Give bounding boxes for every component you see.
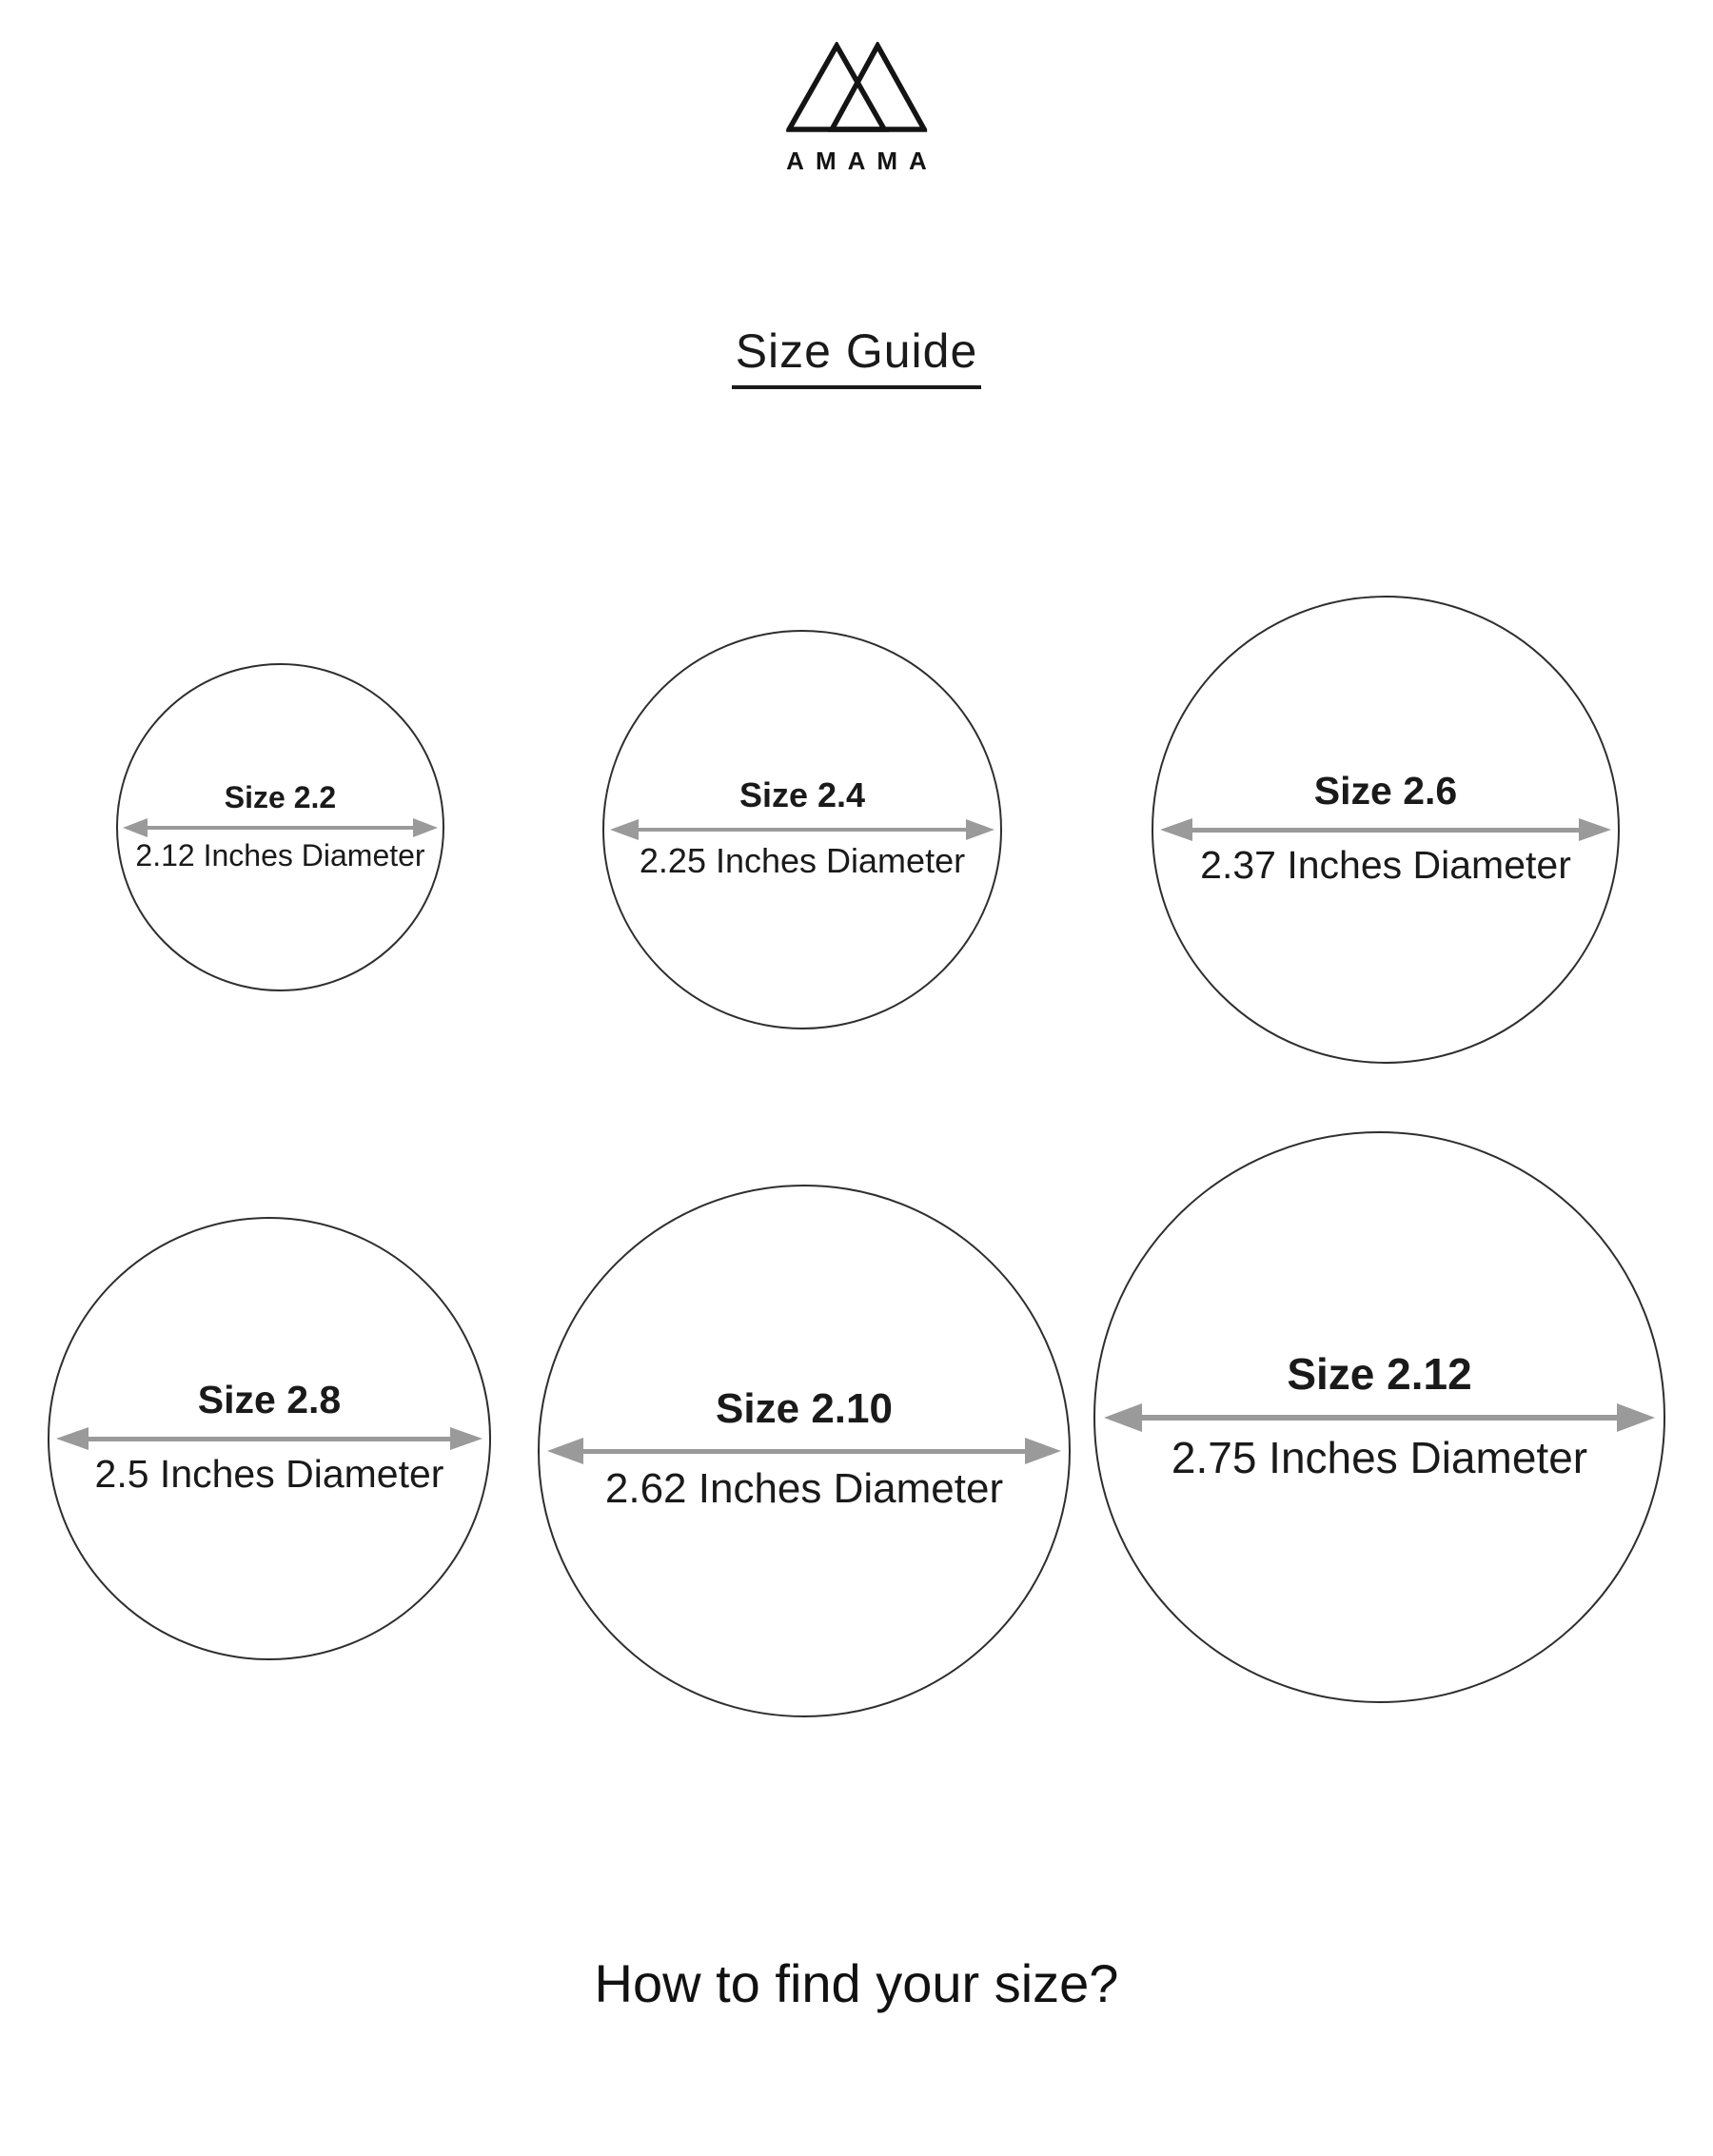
arrow-head-right: [413, 818, 438, 837]
diameter-arrow-icon: [1160, 818, 1610, 841]
arrow-head-right: [450, 1427, 482, 1450]
diameter-arrow-icon: [547, 1438, 1060, 1464]
diameter-arrow-icon: [1104, 1403, 1655, 1432]
diameter-label: 2.62 Inches Diameter: [604, 1465, 1004, 1513]
size-circle-2-10: [538, 1185, 1071, 1717]
arrow-shaft: [148, 826, 413, 830]
size-circle-2-12: [1093, 1131, 1665, 1703]
arrow-head-left: [610, 819, 639, 840]
brand-name: AMAMA: [786, 147, 938, 175]
diameter-label: 2.5 Inches Diameter: [94, 1452, 444, 1497]
arrow-shaft: [1192, 828, 1578, 833]
arrow-shaft: [639, 828, 966, 832]
arrow-head-right: [1617, 1403, 1655, 1432]
diameter-label: 2.37 Inches Diameter: [1200, 843, 1571, 888]
how-to-find-size-heading: How to find your size?: [594, 1953, 1119, 2013]
arrow-head-left: [123, 818, 148, 837]
size-label: Size 2.6: [1313, 768, 1458, 813]
size-circle-2-8: [48, 1217, 491, 1660]
size-circle-2-4: [602, 630, 1002, 1029]
arrow-head-left: [547, 1438, 583, 1464]
arrow-head-right: [1025, 1438, 1061, 1464]
size-label: Size 2.8: [197, 1377, 342, 1421]
arrow-head-left: [1160, 818, 1192, 841]
arrow-head-left: [56, 1427, 89, 1450]
arrow-head-left: [1104, 1403, 1142, 1432]
arrow-shaft: [89, 1437, 450, 1441]
page-title-wrap: [0, 323, 1713, 389]
size-label: Size 2.10: [716, 1385, 893, 1432]
arrow-shaft: [583, 1449, 1024, 1454]
arrow-head-right: [966, 819, 994, 840]
size-label: Size 2.2: [224, 779, 337, 814]
arrow-shaft: [1142, 1415, 1617, 1421]
arrow-head-right: [1579, 818, 1611, 841]
diameter-label: 2.12 Inches Diameter: [135, 837, 425, 872]
brand-logo: [775, 42, 938, 176]
overlapping-triangles-icon: [786, 42, 927, 133]
size-label: Size 2.4: [738, 775, 866, 814]
page-title: Size Guide: [732, 323, 982, 389]
size-circle-2-6: [1152, 596, 1620, 1064]
diameter-label: 2.25 Inches Diameter: [639, 841, 966, 881]
size-circle-2-2: [116, 663, 444, 991]
size-label: Size 2.12: [1287, 1348, 1472, 1399]
diameter-arrow-icon: [56, 1427, 482, 1450]
diameter-arrow-icon: [610, 819, 994, 840]
diameter-arrow-icon: [123, 818, 438, 837]
diameter-label: 2.75 Inches Diameter: [1171, 1432, 1588, 1482]
